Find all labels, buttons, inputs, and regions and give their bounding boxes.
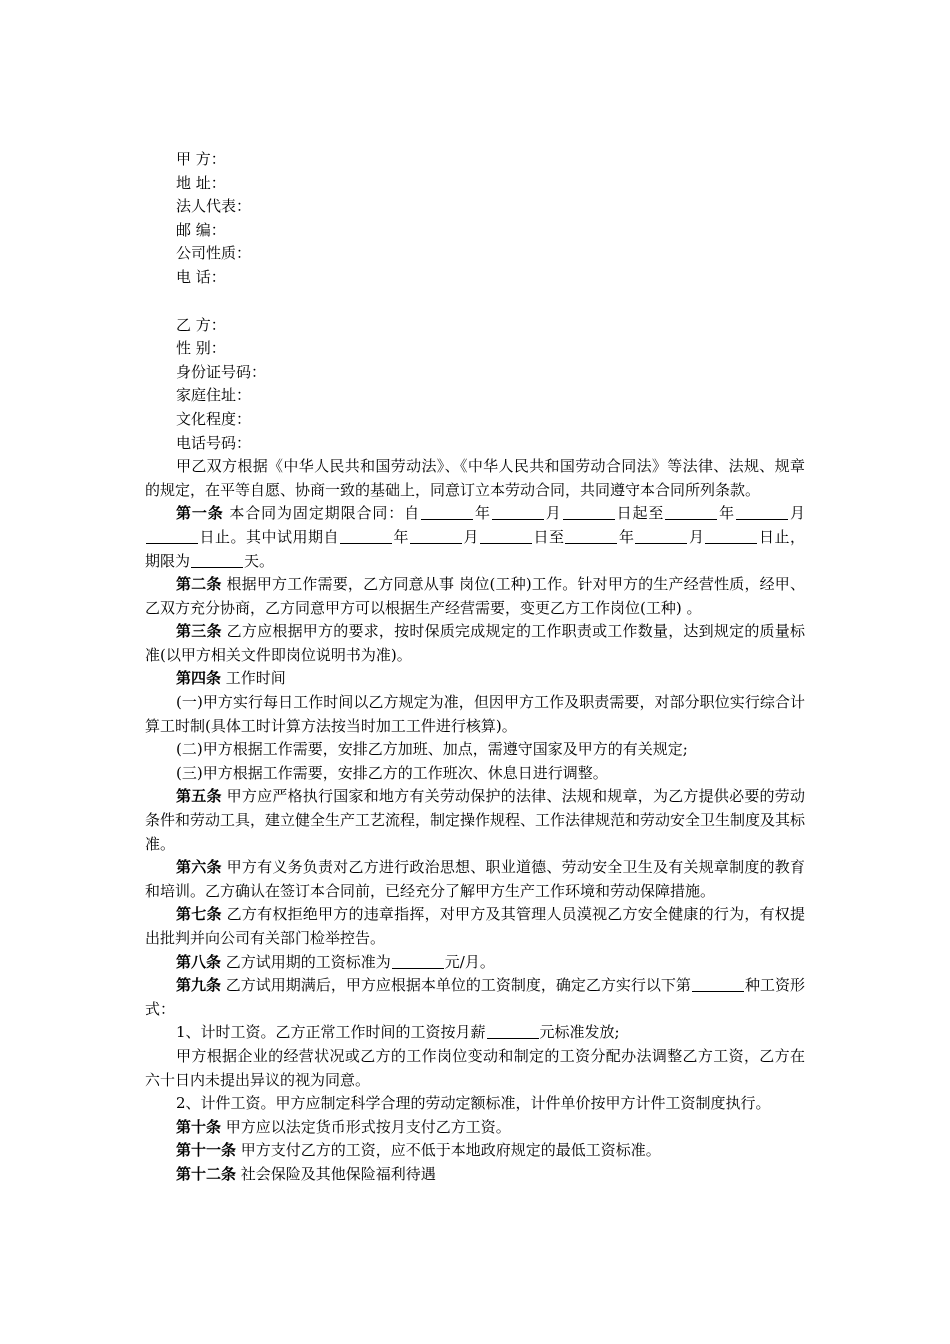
fill-blank	[340, 529, 392, 544]
fill-blank	[563, 505, 615, 520]
article-7	[145, 903, 805, 950]
article-4-item-1: (一)甲方实行每日工作时间以乙方规定为准，但因甲方工作及职责需要，对部分职位实行综合计算工时制(具体工时计算方法按当时加工工件进行核算)。	[145, 693, 805, 735]
fill-blank	[565, 529, 617, 544]
fill-blank	[635, 529, 687, 544]
article-text: 月	[462, 527, 479, 546]
article-number: 第三条	[176, 622, 222, 641]
article-8	[145, 951, 805, 975]
article-text: 工作时间	[221, 669, 286, 688]
party-b-id-label: 身份证号码：	[176, 362, 267, 381]
article-text: 乙方试用期的工资标准为	[221, 952, 391, 971]
party-b-home-label: 家庭住址：	[176, 386, 252, 405]
article-number: 第八条	[176, 952, 222, 971]
fill-blank	[487, 1024, 539, 1039]
article-number: 第十条	[176, 1117, 222, 1136]
article-10	[145, 1116, 805, 1140]
fill-blank	[492, 505, 544, 520]
article-2	[145, 573, 805, 620]
party-b-gender-label: 性 别：	[176, 339, 226, 358]
article-text: 本合同为固定期限合同：自	[223, 504, 421, 523]
contract-page	[145, 148, 805, 1187]
article-text: 种工资形式：	[145, 976, 805, 1018]
article-number: 第五条	[176, 787, 222, 806]
article-number: 第十一条	[176, 1141, 237, 1160]
article-text: 月	[789, 504, 805, 523]
party-a-company-type-label: 公司性质：	[176, 244, 252, 263]
article-text: 日起至	[615, 504, 665, 523]
article-text: 甲方有义务负责对乙方进行政治思想、职业道德、劳动安全卫生及有关规章制度的教育和培训。乙方确认在签订本合同前，已经充分了解甲方生产工作环境和劳动保障措施。	[145, 858, 805, 900]
party-a-phone-label: 电 话：	[176, 267, 226, 286]
party-b-name-label: 乙 方：	[176, 315, 226, 334]
party-a-address-label: 地 址：	[176, 173, 226, 192]
article-3	[145, 620, 805, 667]
fill-blank	[736, 505, 788, 520]
article-text: 日止。其中试用期自	[199, 527, 339, 546]
article-number: 第七条	[176, 905, 222, 924]
article-text: 根据甲方工作需要，乙方同意从事 岗位(工种)工作。针对甲方的生产经营性质，经甲、乙双方充分协商，乙方同意甲方可以根据生产经营需要，变更乙方工作岗位(工种) 。	[145, 575, 805, 617]
article-9	[145, 974, 805, 1021]
fill-blank	[410, 529, 462, 544]
party-b-education-label: 文化程度：	[176, 409, 252, 428]
article-text: 月	[688, 527, 705, 546]
article-number: 第二条	[176, 575, 222, 594]
fill-blank	[665, 505, 717, 520]
article-text: 元/月。	[444, 952, 495, 971]
article-1	[145, 502, 805, 573]
article-text: 乙方有权拒绝甲方的违章指挥，对甲方及其管理人员漠视乙方安全健康的行为，有权提出批判并向公司有关部门检举控告。	[145, 905, 805, 947]
article-text: 年	[718, 504, 736, 523]
fill-blank	[392, 954, 444, 969]
article-9-item-1	[145, 1021, 805, 1045]
article-4-item-3: (三)甲方根据工作需要，安排乙方的工作班次、休息日进行调整。	[176, 763, 608, 782]
article-number: 第六条	[176, 858, 222, 877]
intro-paragraph: 甲乙双方根据《中华人民共和国劳动法》、《中华人民共和国劳动合同法》等法律、法规、规章的规定，在平等自愿、协商一致的基础上，同意订立本劳动合同，共同遵守本合同所列条款。	[145, 457, 805, 499]
article-number: 第四条	[176, 669, 222, 688]
article-text: 甲方应以法定货币形式按月支付乙方工资。	[221, 1117, 511, 1136]
fill-blank	[692, 977, 744, 992]
article-number: 第九条	[176, 976, 222, 995]
article-text: 甲方应严格执行国家和地方有关劳动保护的法律、法规和规章，为乙方提供必要的劳动条件和劳动工具，建立健全生产工艺流程，制定操作规程、工作法律规范和劳动安全卫生制度及其标准。	[145, 787, 806, 853]
article-text: 年	[392, 527, 409, 546]
article-5	[145, 785, 805, 856]
item-text: 元标准发放;	[539, 1023, 620, 1042]
fill-blank	[421, 505, 473, 520]
party-a-postcode-label: 邮 编：	[176, 220, 226, 239]
article-9-item-1-note: 甲方根据企业的经营状况或乙方的工作岗位变动和制定的工资分配办法调整乙方工资，乙方在六十日内未提出异议的视为同意。	[145, 1046, 805, 1089]
fill-blank	[480, 529, 532, 544]
article-text: 日止，期限为	[145, 527, 805, 570]
article-text: 乙方试用期满后，甲方应根据本单位的工资制度，确定乙方实行以下第	[221, 976, 691, 995]
party-a-legal-rep-label: 法人代表：	[176, 197, 252, 216]
article-12	[145, 1163, 805, 1187]
article-6	[145, 856, 805, 903]
spacer	[145, 290, 805, 314]
article-text: 年	[474, 504, 491, 523]
article-number: 第十二条	[176, 1164, 237, 1183]
article-text: 甲方支付乙方的工资，应不低于本地政府规定的最低工资标准。	[236, 1141, 661, 1160]
item-text: 1、计时工资。乙方正常工作时间的工资按月薪	[176, 1023, 486, 1042]
article-text: 月	[544, 504, 562, 523]
article-text: 乙方应根据甲方的要求，按时保质完成规定的工作职责或工作数量，达到规定的质量标准(以甲方相关文件即岗位说明书为准)。	[145, 622, 805, 664]
party-a-name-label: 甲 方：	[176, 150, 226, 168]
fill-blank	[705, 529, 757, 544]
article-4	[145, 667, 805, 691]
fill-blank	[191, 553, 243, 568]
article-11	[145, 1139, 805, 1163]
party-b-phone-label: 电话号码：	[176, 433, 252, 452]
article-text: 日至	[532, 527, 565, 546]
article-4-item-2: (二)甲方根据工作需要，安排乙方加班、加点，需遵守国家及甲方的有关规定;	[176, 740, 688, 759]
article-text: 年	[618, 527, 635, 546]
fill-blank	[146, 529, 198, 544]
article-number: 第一条	[176, 504, 224, 523]
article-9-item-2: 2、计件工资。甲方应制定科学合理的劳动定额标准，计件单价按甲方计件工资制度执行。	[176, 1094, 771, 1113]
article-text: 天。	[244, 551, 275, 570]
article-text: 社会保险及其他保险福利待遇	[236, 1164, 436, 1183]
